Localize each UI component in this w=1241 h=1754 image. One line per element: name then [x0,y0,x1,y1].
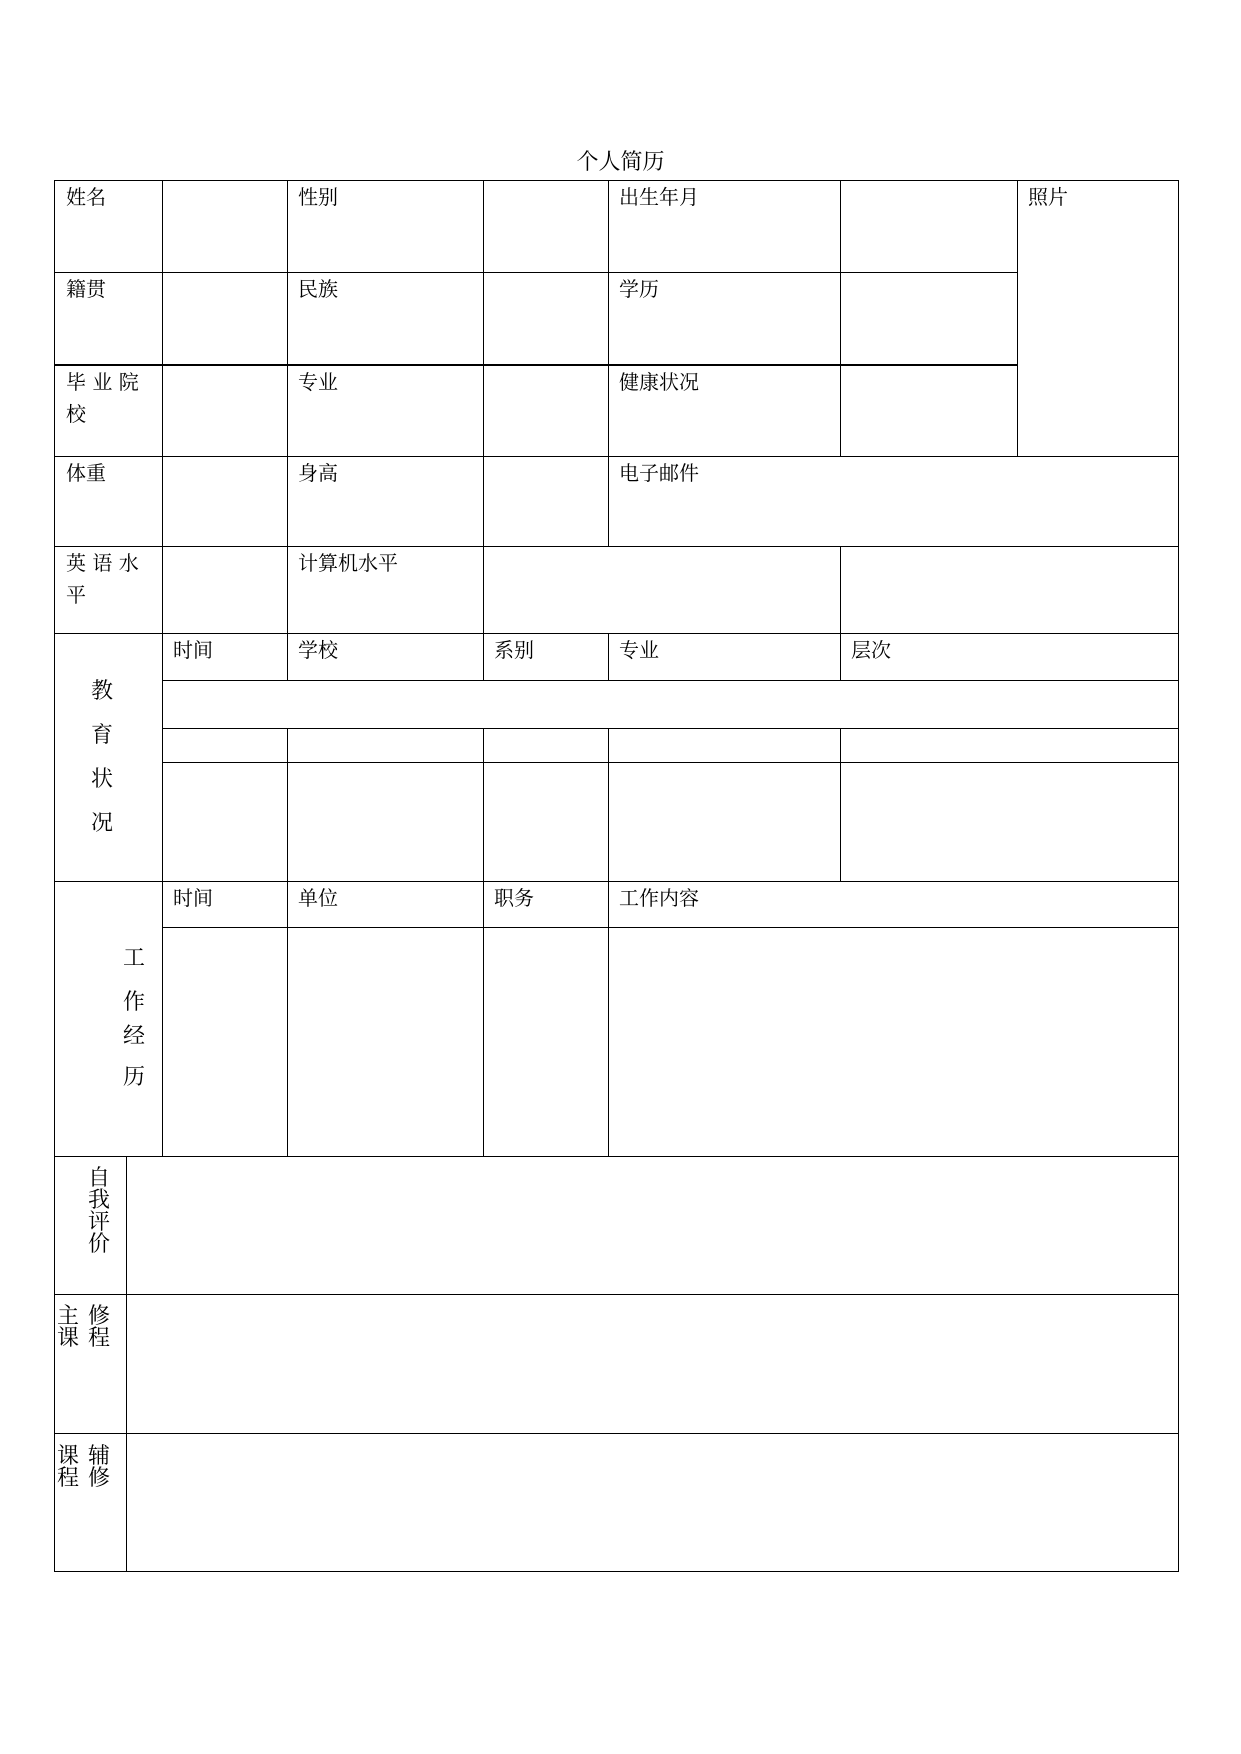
work-header-employer: 单位 [298,886,338,910]
edu-header-school: 学校 [298,638,338,662]
work-header-time: 时间 [173,886,213,910]
work-header-position: 职务 [494,886,534,910]
birth-label: 出生年月 [619,185,699,209]
weight-label: 体重 [66,461,106,485]
english-label-line2: 平 [66,583,86,607]
ethnicity-label: 民族 [298,277,338,301]
native-place-label: 籍贯 [66,277,106,301]
school-label-line1: 毕 业 院 [66,370,139,394]
name-label: 姓名 [66,185,106,209]
computer-label: 计算机水平 [298,551,398,575]
edu-header-department: 系别 [494,638,534,662]
health-label: 健康状况 [619,370,699,394]
education-level-label: 学历 [619,277,659,301]
edu-header-time: 时间 [173,638,213,662]
edu-header-major: 专业 [619,638,659,662]
edu-header-level: 层次 [851,638,891,662]
gender-label: 性别 [298,185,338,209]
height-label: 身高 [298,461,338,485]
page-title: 个人简历 [576,150,665,175]
photo-label: 照片 [1028,185,1068,209]
school-label-line2: 校 [66,402,86,426]
english-label-line1: 英 语 水 [66,551,139,575]
work-header-content: 工作内容 [619,886,699,910]
major-label: 专业 [298,370,338,394]
email-label: 电子邮件 [619,461,699,485]
